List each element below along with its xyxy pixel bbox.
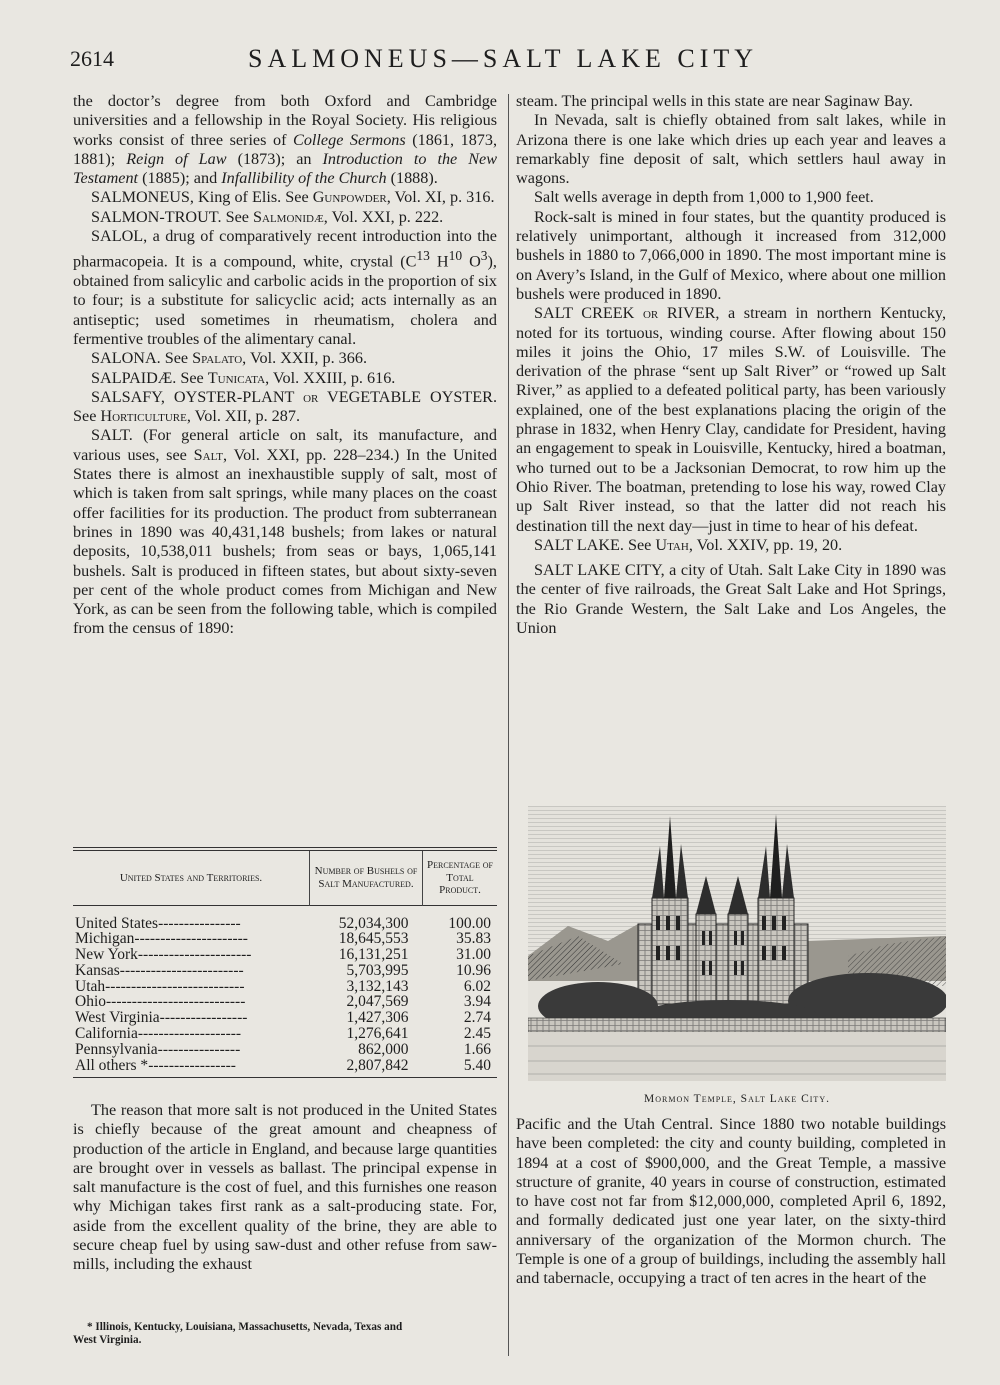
table-row: Ohio--------------------------- 2,047,569 3.94: [75, 993, 491, 1011]
illustration-caption: Mormon Temple, Salt Lake City.: [644, 1093, 830, 1105]
page-number: 2614: [70, 46, 114, 71]
table-row: All others *----------------- 2,807,842 5.40: [75, 1056, 491, 1074]
entry-salmon-trout: SALMON-TROUT. See Salmonidæ, Vol. XXI, p. 222.: [91, 207, 444, 226]
entry-salt-lake: SALT LAKE. See Utah, Vol. XXIV, pp. 19, 20.: [534, 535, 843, 554]
paragraph-rock-salt: Rock-salt is mined in four states, but the quantity produced is relatively unimportant, although it increased from 312,000 bushels in 1880 to 7,066,000 in 1890. The most important mine is on Avery’s Island, in the Gulf of Mexico, where about one million bushels were produced in 1890.: [516, 207, 946, 303]
entry-salt-lake-city: SALT LAKE CITY, a city of Utah. Salt Lake City in 1890 was the center of five railroads, the Great Salt Lake and Hot Springs, the Rio Grande Western, the Salt Lake and Los Angeles, the Union: [516, 561, 946, 638]
entry-salt: SALT. (For general article on salt, its manufacture, and various uses, see Salt, Vol. XXI, pp. 228–234.) In the United States there is almost an inexhaustible supply of salt, most of which is taken from salt springs, while many places on the coast offer facilities for its production. The product from subterranean brines in 1890 was 40,431,148 bushels; from lakes or natural deposits, 10,538,011 bushels; from seas or bays, 1,065,141 bushels. Salt is produced in fifteen states, but about sixty-seven per cent of the whole product comes from Michigan and New York, as can be seen from the following table, which is compiled from the census of 1890:: [73, 426, 497, 638]
paragraph-nevada: In Nevada, salt is chiefly obtained from salt lakes, while in Arizona there is one lake which dries up each year and leaves a remarkably fine deposit of salt, which settlers haul away in wagons.: [516, 111, 946, 188]
header-bushels: Number of Bushels of Salt Manufactured.: [310, 851, 423, 905]
entry-salpaidae: SALPAIDÆ. See Tunicata, Vol. XXIII, p. 616.: [91, 368, 396, 387]
entry-salona: SALONA. See Spalato, Vol. XXII, p. 366.: [91, 349, 368, 368]
paragraph-union-pacific: Pacific and the Utah Central. Since 1880 two notable buildings have been completed: the city and county building, completed in 1894 at a cost of $900,000, and the Great Temple, a massive structure of granite, 40 years in course of construction, estimated to have cost not far from $12,000,000, completed April 6, 1892, and formally dedicated just one year later, on the sixty-third anniversary of the organization of the Mormon church. The Temple is one of a group of buildings, including the assembly hall and tabernacle, occupying a tract of ten acres in the heart of the: [516, 1115, 946, 1288]
footnote: * Illinois, Kentucky, Louisiana, Massachusetts, Nevada, Texas and West Virginia.: [73, 1321, 403, 1346]
header-percentage: Percentage of Total Product.: [423, 851, 498, 905]
column-rule: [508, 94, 509, 1356]
right-column-top: [516, 92, 946, 638]
entry-salt-creek: SALT CREEK or RIVER, a stream in northern Kentucky, noted for its tortuous, winding course. After flowing about 150 miles it joins the Ohio, 17 miles S.W. of Louisville. The derivation of the phrase “sent up Salt River” or “rowed up Salt River,” as applied to a defeated political party, has been variously explained, one of the best explanations placing the origin of the phrase in 1832, when Henry Clay, candidate for President, having an engagement to speak in Louisville, Kentucky, hired a boatman, who turned out to be a Jacksonian Democrat, to row him up the Ohio River. The boatman, pretending to lose his way, rowed Clay up Salt River instead, so that the latter did not reach his destination till the next day—just in time to hear of his defeat.: [516, 304, 947, 535]
left-column-bottom: [73, 1101, 497, 1275]
paragraph-doctor: the doctor’s degree from both Oxford and Cambridge universities and a fellowship in the Royal Society. His religious works consist of three series of College Sermons (1861, 1873, 1881); Reign of Law (1873); an Introduction to the New Testament (1885); and Infallibility of the Church (1888).: [73, 92, 498, 188]
table-row: Utah--------------------------- 3,132,143 6.02: [75, 977, 491, 995]
entry-salsafy: SALSAFY, OYSTER-PLANT or VEGETABLE OYSTER. See Horticulture, Vol. XII, p. 287.: [73, 387, 498, 426]
header-states: United States and Territories.: [119, 871, 263, 884]
running-head: SALMONEUS—SALT LAKE CITY: [248, 44, 759, 73]
table-row: West Virginia----------------- 1,427,306 2.74: [75, 1009, 491, 1027]
table-row: California-------------------- 1,276,641 2.45: [75, 1025, 491, 1043]
paragraph-reason: The reason that more salt is not produced in the United States is chiefly because of the great amount and cheapness of production of the article in England, and because large quantities are brought over in vessels as ballast. The principal expense in salt manufacture is the cost of fuel, and this furnishes one reason why Michigan takes first rank as a salt-producing state. For, aside from the excellent quality of the brine, they are able to secure cheap fuel by using saw-dust and other refuse from saw-mills, including the exhaust: [73, 1101, 497, 1274]
table-row: New York---------------------- 16,131,251 31.00: [75, 946, 491, 964]
right-column-bottom: [516, 1115, 946, 1289]
wall: [528, 1018, 946, 1032]
table-row: Kansas------------------------ 5,703,995 10.96: [75, 961, 491, 979]
entry-salmoneus: SALMONEUS, King of Elis. See Gunpowder, Vol. XI, p. 316.: [91, 188, 495, 207]
salt-production-table: [73, 847, 497, 1078]
mormon-temple-illustration: [528, 806, 946, 1081]
paragraph-salt-wells: Salt wells average in depth from 1,000 to 1,900 feet.: [534, 188, 874, 207]
table-bottom-rule: [73, 1077, 497, 1078]
table-row: Pennsylvania---------------- 862,000 1.66: [75, 1040, 491, 1058]
paragraph-steam: steam. The principal wells in this state are near Saginaw Bay.: [516, 92, 913, 110]
table-row: United States---------------- 52,034,300 100.00: [75, 914, 491, 932]
entry-salol: SALOL, a drug of comparatively recent introduction into the pharmacopeia. It is a compound, white, crystal ($C^{13}$ $H^{10}$ $O^3$), obtained from salicylic and carbolic acids in the proportion of six to four; is a substitute for salicyclic acid; acts internally as an antiseptic; used sometimes in rheumatism, cholera and fermentive troubles of the alimentary canal.: [73, 227, 497, 348]
left-column-top: [73, 92, 497, 639]
street: [528, 1032, 946, 1081]
table-row: Michigan---------------------- 18,645,553 35.83: [75, 930, 491, 948]
